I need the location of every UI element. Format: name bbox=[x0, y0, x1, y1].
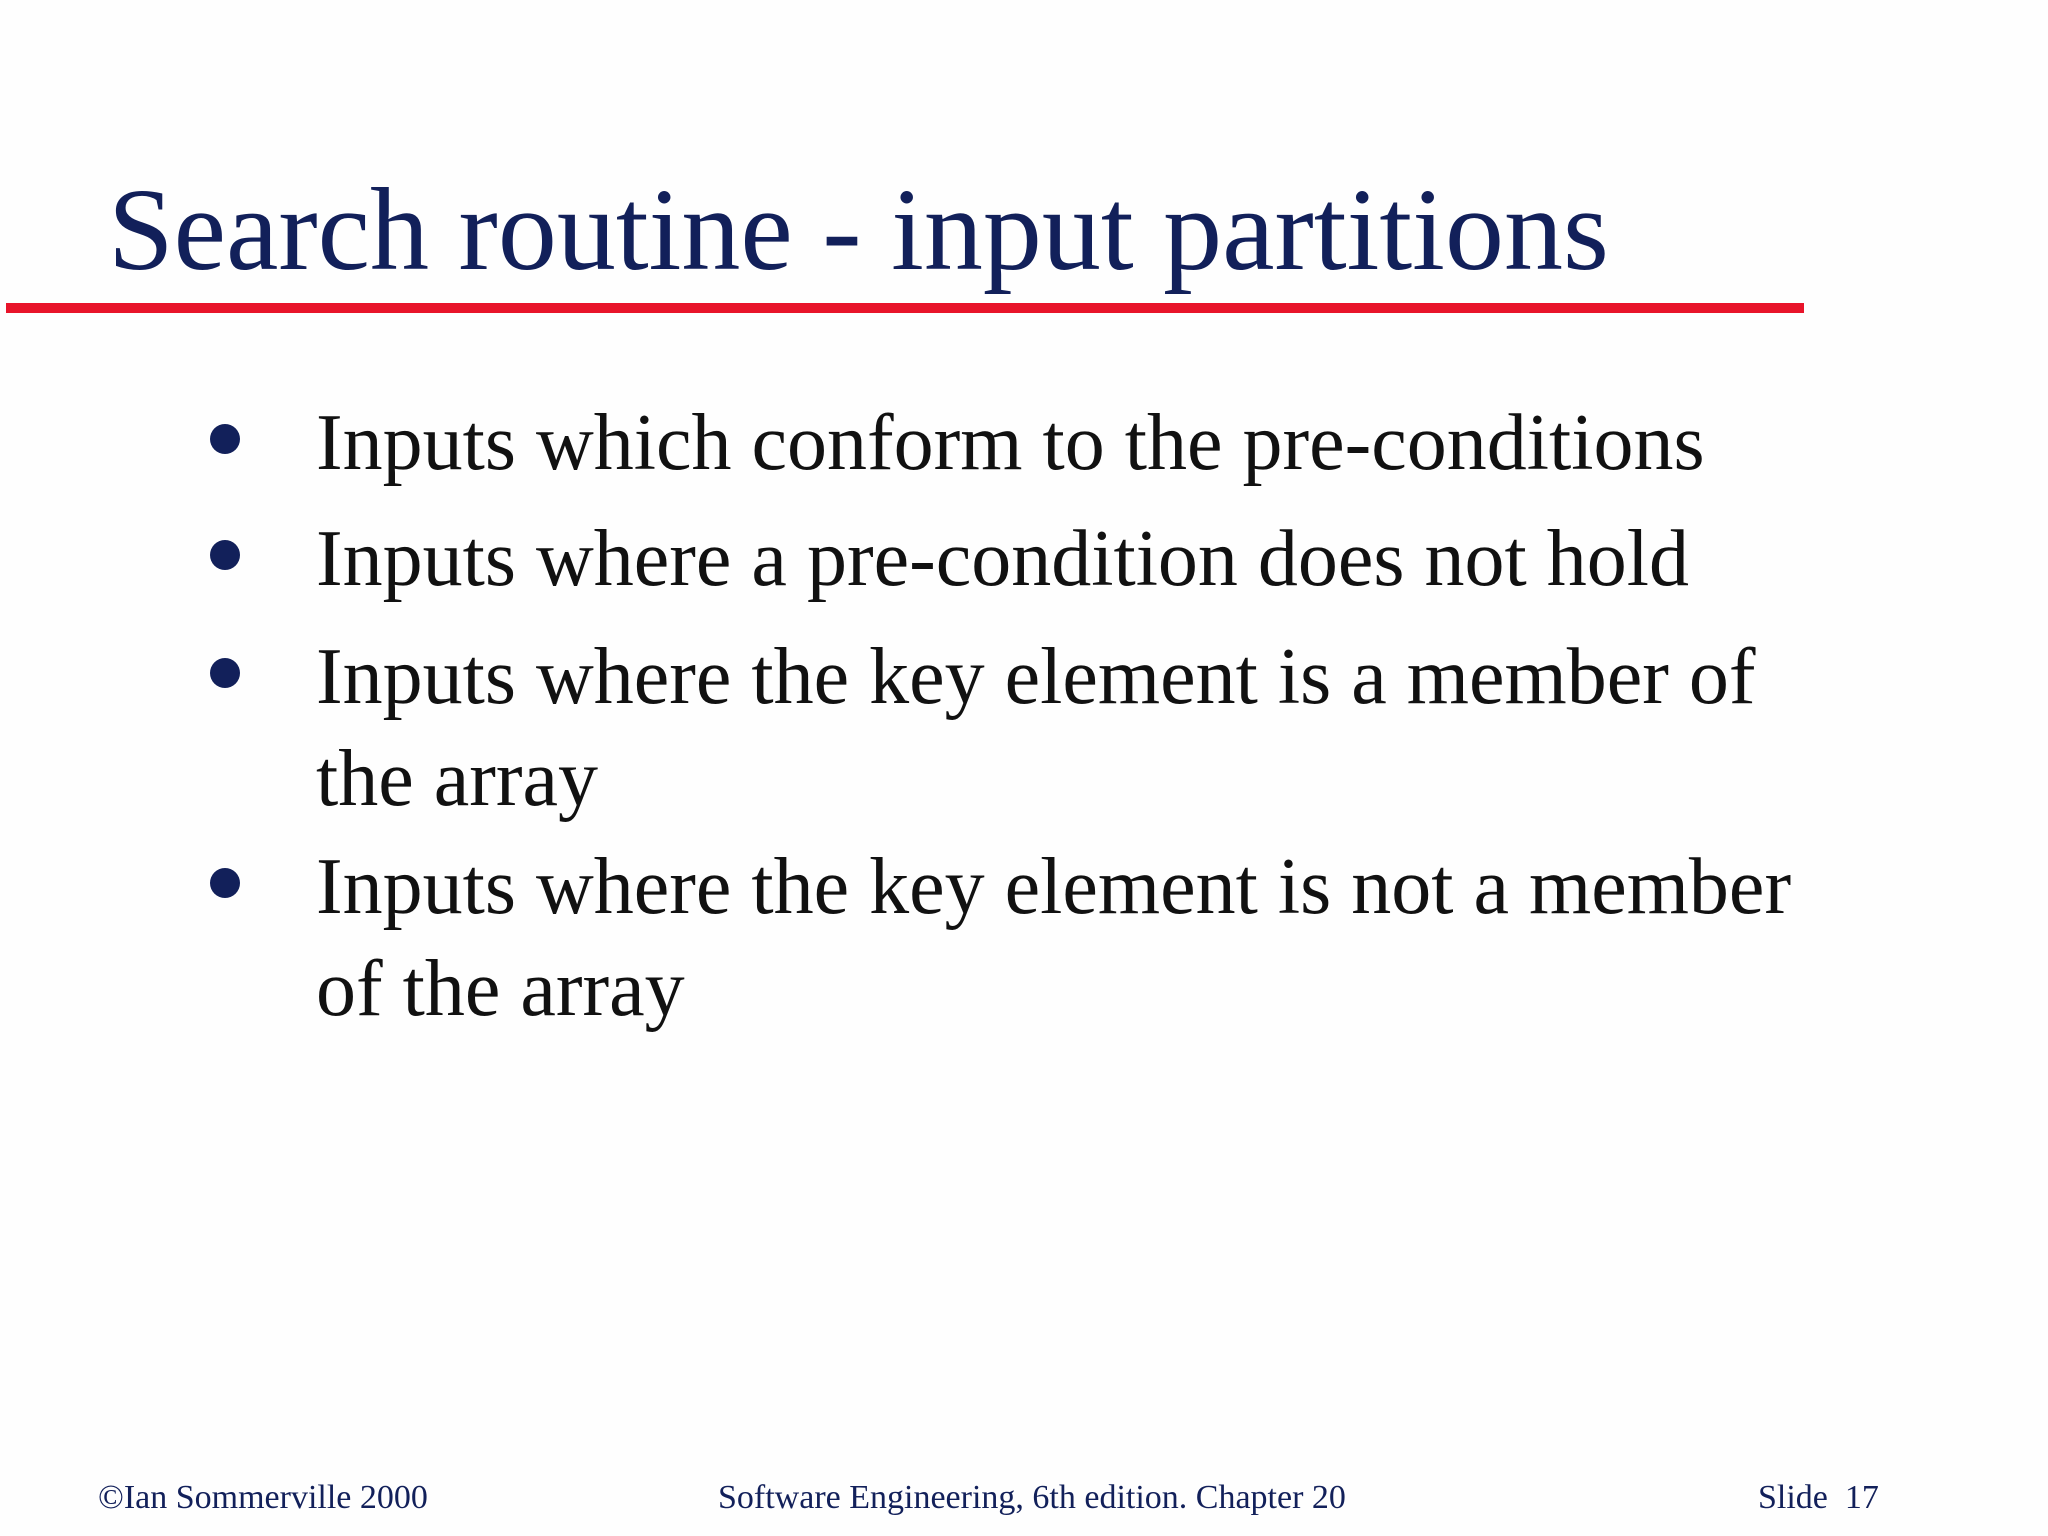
bullet-item bbox=[316, 836, 1846, 1040]
bullet-dot-icon bbox=[210, 424, 240, 454]
slide-title: Search routine - input partitions bbox=[108, 164, 1609, 295]
bullet-text: Inputs where the key element is a member of the array bbox=[316, 633, 1756, 823]
bullet-dot-icon bbox=[210, 868, 240, 898]
bullet-item bbox=[316, 392, 1846, 494]
footer-slide-number: Slide 17 bbox=[1758, 1479, 1879, 1516]
bullet-item bbox=[316, 626, 1846, 830]
bullet-dot-icon bbox=[210, 540, 240, 570]
bullet-text: Inputs where a pre-condition does not hold bbox=[316, 515, 1690, 603]
bullet-dot-icon bbox=[210, 658, 240, 688]
bullet-text: Inputs where the key element is not a member of the array bbox=[316, 843, 1792, 1033]
footer-copyright: ©Ian Sommerville 2000 bbox=[98, 1479, 428, 1516]
bullet-text: Inputs which conform to the pre-conditions bbox=[316, 399, 1705, 487]
bullet-item bbox=[316, 508, 1846, 610]
footer-book-title: Software Engineering, 6th edition. Chapter 20 bbox=[718, 1479, 1346, 1516]
